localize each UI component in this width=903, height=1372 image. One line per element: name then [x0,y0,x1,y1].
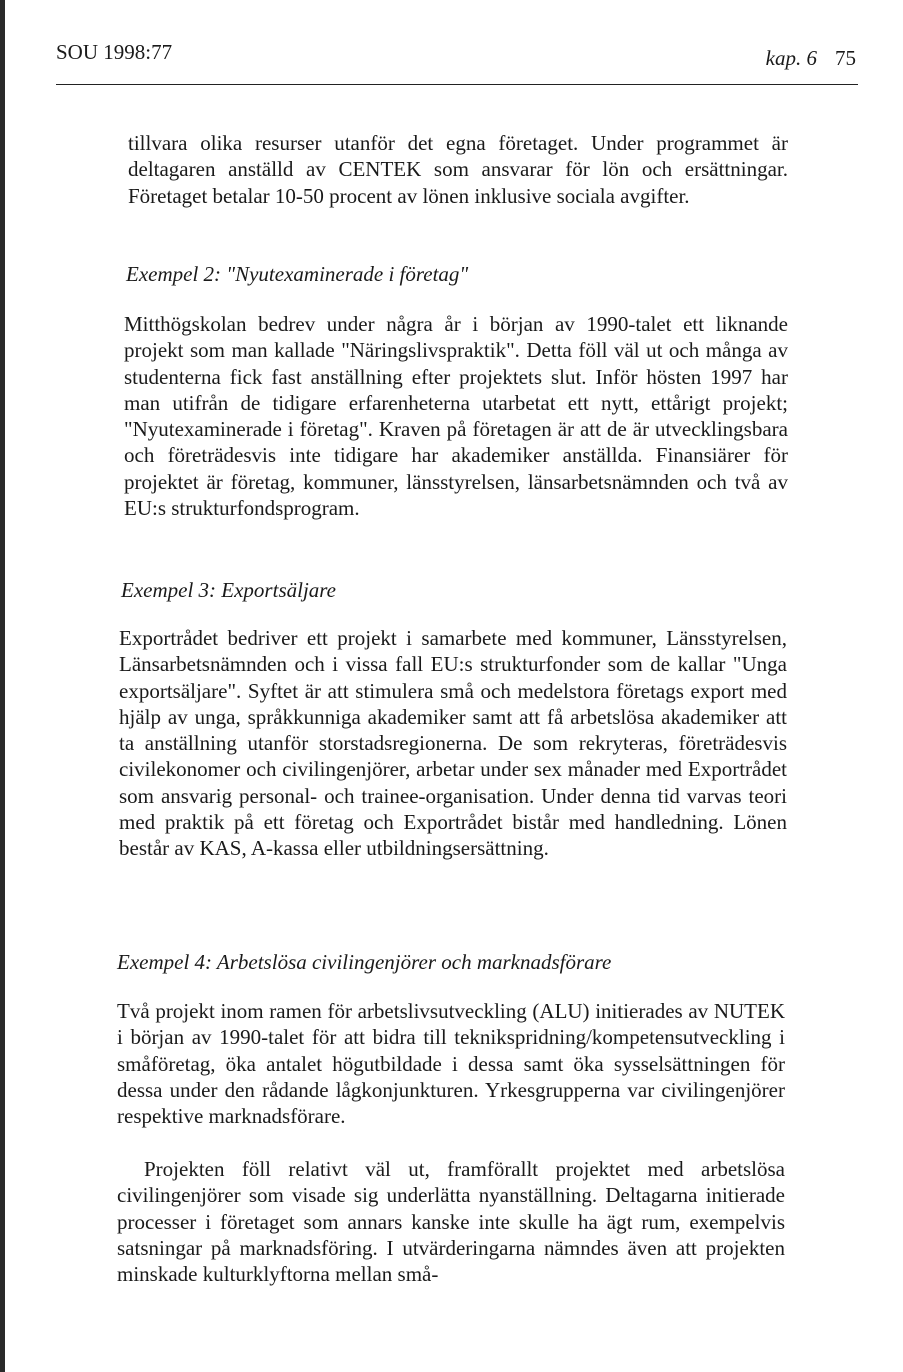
chapter-page-label [766,46,856,71]
header-rule [56,84,858,85]
page-edge-shadow [0,0,5,1372]
page-header [56,36,856,70]
example-4-heading: Exempel 4: Arbetslösa civilingenjörer och marknadsförare [117,950,612,974]
example-4-paragraph-1: Två projekt inom ramen för arbetslivsutveckling (ALU) initierades av NUTEK i början av 1990-talet för att bidra till teknikspridning/kompetensutveckling i småföretag, öka antalet högutbildade i dessa samt öka sysselsättningen för dessa under den rådande lågkonjunkturen. Yrkesgrupperna var civilingenjörer respektive marknadsförare. [117,999,785,1129]
intro-paragraph: tillvara olika resurser utanför det egna företaget. Under programmet är deltagaren anställd av CENTEK som ansvarar för lön och ersättningar. Företaget betalar 10-50 procent av lönen inklusive sociala avgifter. [128,131,788,208]
example-3-heading: Exempel 3: Exportsäljare [121,578,336,602]
example-2-heading: Exempel 2: "Nyutexaminerade i företag" [126,262,469,286]
series-label: SOU 1998:77 [56,40,173,64]
chapter-label: kap. 6 [765,46,817,70]
example-2-paragraph: Mitthögskolan bedrev under några år i början av 1990-talet ett liknande projekt som man kallade "Näringslivspraktik". Detta föll väl ut och många av studenterna fick fast anställning efter projektets slut. Inför hösten 1997 har man utifrån de tidigare erfarenheterna utarbetat ett nytt, ettårigt projekt; "Nyutexaminerade i företag". Kraven på företagen är att de är utvecklingsbara och företrädesvis inte tidigare har akademiker anställda. Finansiärer för projektet är företag, kommuner, länsstyrelsen, länsarbetsnämnden och två av EU:s strukturfondsprogram. [124,312,788,521]
page-number: 75 [835,46,856,70]
example-4-paragraph-2: Projekten föll relativt väl ut, framförallt projektet med arbetslösa civilingenjörer som visade sig underlätta nyanställning. Deltagarna initierade processer i företaget som annars kanske inte skulle ha ägt rum, exempelvis satsningar på marknadsföring. I utvärderingarna nämndes även att projekten minskade kulturklyftorna mellan små- [117,1157,785,1287]
example-3-paragraph: Exportrådet bedriver ett projekt i samarbete med kommuner, Länsstyrelsen, Länsarbetsnämnden och i vissa fall EU:s strukturfonder som de kallar "Unga exportsäljare". Syftet är att stimulera små och medelstora företags export med hjälp av unga, språkkunniga akademiker samt att få arbetslösa akademiker att ta anställning utanför storstadsregionerna. De som rekryteras, företrädesvis civilekonomer och civilingenjörer, arbetar under sex månader med Exportrådet som ansvarig personal- och trainee-organisation. Under denna tid varvas teori med praktik på ett företag och Exportrådet bistår med handledning. Lönen består av KAS, A-kassa eller utbildningsersättning. [119,626,787,861]
